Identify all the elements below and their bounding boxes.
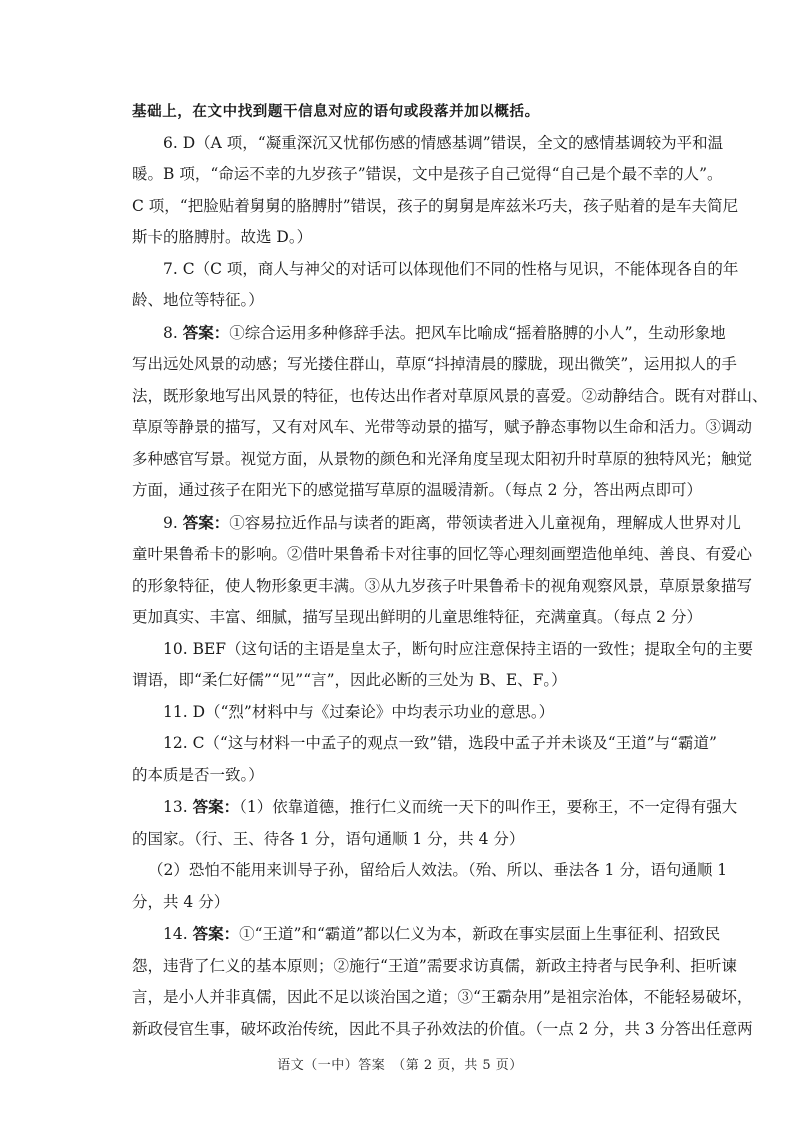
q13-text-1: （1）依靠道德，推行仁义而统一天下的叫作王，要称王，不一定得有强大 bbox=[239, 798, 738, 816]
q14-line-3: 言，是小人并非真儒，因此不足以谈治国之道；③“王霸杂用”是祖宗治体，不能轻易破坏， bbox=[132, 988, 753, 1006]
q8-text-1: ①综合运用多种修辞手法。把风车比喻成“摇着胳膊的小人”，生动形象地 bbox=[229, 323, 726, 342]
q14-answer-label: 答案： bbox=[192, 924, 240, 943]
q13-line-4: 分，共 4 分） bbox=[132, 892, 230, 911]
q12-line-2: 的本质是否一致。） bbox=[132, 765, 264, 784]
q13-line-3: （2）恐怕不能用来训导子孙，留给后人效法。（殆、所以、垂法各 1 分，语句通顺 1 bbox=[148, 861, 728, 879]
intro-line: 基础上，在文中找到题干信息对应的语句或段落并加以概括。 bbox=[132, 103, 540, 120]
q8-line-4: 草原等静景的描写，又有对风车、光带等动景的描写，赋予静态事物以生命和活力。③调动 bbox=[132, 418, 753, 436]
q8-number: 8. bbox=[163, 323, 183, 342]
q14-number: 14. bbox=[163, 925, 193, 943]
q7-line-1: 7. C（C 项，商人与神父的对话可以体现他们不同的性格与见识，不能体现各自的年 bbox=[163, 259, 739, 278]
q9-answer-label: 答案： bbox=[182, 512, 230, 532]
q9-line-3: 的形象特征，使人物形象更丰满。③从九岁孩子叶果鲁希卡的视角观察风景，草原景象描写 bbox=[132, 576, 753, 595]
q7-line-2: 龄、地位等特征。） bbox=[132, 291, 264, 309]
q14-line-2: 怨，违背了仁义的基本原则；②施行“王道”需要求访真儒，新政主持者与民争利、拒听谏 bbox=[132, 956, 737, 975]
q14-line-4: 新政侵官生事，破坏政治传统，因此不具子孙效法的价值。（一点 2 分，共 3 分答出任意两 bbox=[132, 1019, 753, 1038]
q9-number: 9. bbox=[163, 513, 183, 532]
q9-line-2: 童叶果鲁希卡的影响。②借叶果鲁希卡对往事的回忆等心理刻画塑造他单纯、善良、有爱心 bbox=[132, 545, 753, 563]
q8-line-3: 法，既形象地写出风景的特征，也传达出作者对草原风景的喜爱。②动静结合。既有对群山、 bbox=[132, 386, 768, 405]
q12-line-1: 12. C（“这与材料一中孟子的观点一致”错，选段中孟子并未谈及“王道”与“霸道” bbox=[163, 734, 717, 752]
q10-line-2: 谓语，即“柔仁好儒”“见”“言”，因此必断的三处为 B、E、F。） bbox=[132, 671, 567, 689]
q13-line-1 bbox=[132, 791, 738, 824]
q13-line-2: 的国家。（行、王、待各 1 分，语句通顺 1 分，共 4 分） bbox=[132, 829, 525, 848]
q8-answer-label: 答案： bbox=[182, 322, 230, 342]
q10-line-1: 10. BEF（这句话的主语是皇太子，断句时应注意保持主语的一致性；提取全句的主要 bbox=[163, 639, 754, 658]
q6-line-3: C 项，“把脸贴着舅舅的胳膊肘”错误，孩子的舅舅是库兹米巧夫，孩子贴着的是车夫简尼 bbox=[132, 196, 739, 215]
q8-line-6: 方面，通过孩子在阳光下的感觉描写草原的温暖清新。（每点 2 分，答出两点即可） bbox=[132, 481, 702, 499]
q14-line-1 bbox=[132, 918, 721, 951]
q11-line-1: 11. D（“烈”材料中与《过秦论》中均表示功业的意思。） bbox=[163, 702, 555, 721]
q6-line-1: 6. D（A 项，“凝重深沉又忧郁伤感的情感基调”错误，全文的感情基调较为平和温 bbox=[163, 133, 724, 152]
page-footer: 语文（一中）答案 （第 2 页，共 5 页） bbox=[277, 1058, 523, 1073]
q9-line-4: 更加真实、丰富、细腻，描写呈现出鲜明的儿童思维特征，充满童真。（每点 2 分） bbox=[132, 608, 702, 626]
q8-line-1 bbox=[132, 317, 726, 350]
q13-number: 13. bbox=[163, 798, 193, 816]
answer-content bbox=[132, 96, 768, 1045]
q6-line-4: 斯卡的胳膊肘。故选 D。） bbox=[132, 228, 313, 246]
q6-line-2: 暖。B 项，“命运不幸的九岁孩子”错误，文中是孩子自己觉得“自己是个最不幸的人”。 bbox=[132, 165, 723, 183]
q8-line-5: 多种感官写景。视觉方面，从景物的颜色和光泽角度呈现太阳初升时草原的独特风光；触觉 bbox=[132, 449, 753, 468]
q9-text-1: ①容易拉近作品与读者的距离，带领读者进入儿童视角，理解成人世界对儿 bbox=[229, 513, 741, 532]
q14-text-1: ①“王道”和“霸道”都以仁义为本，新政在事实层面上生事征利、招致民 bbox=[239, 925, 721, 943]
q8-line-2: 写出远处风景的动感；写光搂住群山，草原“抖掉清晨的朦胧，现出微笑”，运用拟人的手 bbox=[132, 355, 737, 373]
q9-line-1 bbox=[132, 507, 741, 540]
q13-answer-label: 答案： bbox=[192, 797, 240, 816]
